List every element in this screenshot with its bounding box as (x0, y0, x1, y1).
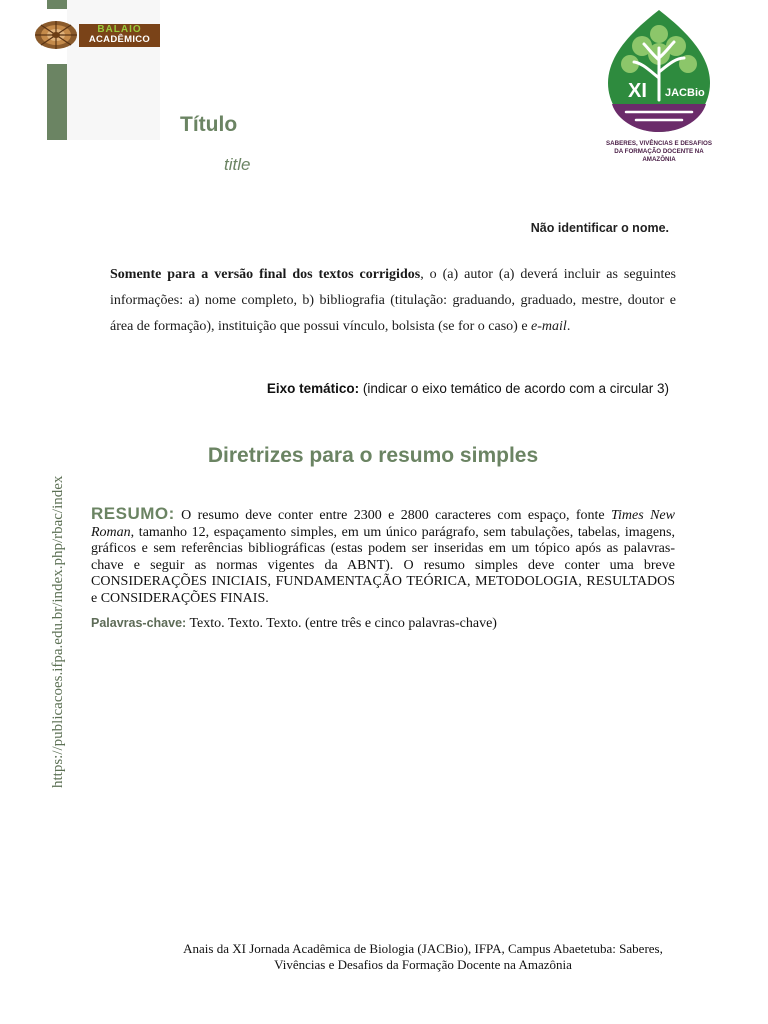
balaio-wordmark (79, 24, 160, 47)
document-subtitle: title (224, 155, 251, 174)
author-info-text: , o (a) autor (a) deverá incluir as seguintes informações: a) nome completo, b) bibliografia (titulação: graduando, graduado, mestre, doutor e área de formação), instituição que possui vínculo, bolsista (se for o caso) e (110, 267, 676, 334)
decorative-bar (47, 64, 67, 140)
journal-url-vertical: https://publicacoes.ifpa.edu.br/index.php/rbac/index (50, 475, 66, 788)
abstract-text-rest: , tamanho 12, espaçamento simples, em um único parágrafo, sem tabulações, tabelas, imagens, gráficos e sem referências bibliográficas (estas podem ser inseridas em um tópico após as palavras-chave e seguir as normas vigentes da ABNT). O resumo simples deve conter uma breve CONSIDERAÇÕES INICIAIS, FUNDAMENTAÇÃO TEÓRICA, METODOLOGIA, RESULTADOS e CONSIDERAÇÕES FINAIS. (91, 524, 675, 606)
jacbio-logo (598, 8, 720, 163)
footer-line2: Vivências e Desafios da Formação Docente na Amazônia (274, 957, 572, 972)
decorative-bar-top (47, 0, 67, 9)
abstract-paragraph (91, 506, 675, 608)
jacbio-tagline (598, 140, 720, 164)
author-info-lead: Somente para a versão final dos textos corrigidos (110, 267, 421, 282)
jacbio-edition: XI (628, 80, 647, 102)
section-heading: Diretrizes para o resumo simples (207, 444, 539, 467)
author-info-email-term: e-mail (531, 319, 567, 334)
author-info-paragraph (110, 262, 676, 340)
thematic-axis-label: Eixo temático: (266, 381, 360, 396)
document-title: Título (180, 113, 238, 136)
page-footer (140, 941, 706, 973)
basket-emblem-icon (33, 18, 79, 52)
balaio-academico-logo (33, 16, 161, 54)
jacbio-tagline-line2: DA FORMAÇÃO DOCENTE NA AMAZÔNIA (614, 148, 704, 163)
balaio-logo-line2: ACADÊMICO (88, 34, 151, 45)
author-info-end: . (566, 319, 571, 334)
footer-line1: Anais da XI Jornada Acadêmica de Biologia (JACBio), IFPA, Campus Abaetetuba: Saberes, (183, 941, 663, 956)
abstract-font-name: Times New Roman (91, 508, 675, 540)
keywords-label: Palavras-chave: (91, 616, 187, 630)
keywords-text: Texto. Texto. Texto. (entre três e cinco palavras-chave) (186, 616, 497, 631)
jacbio-name: JACBio (665, 87, 705, 99)
thematic-axis-text: (indicar o eixo temático de acordo com a circular 3) (359, 381, 669, 396)
tree-emblem-icon (602, 8, 716, 136)
thematic-axis-line (200, 381, 669, 396)
jacbio-tagline-line1: SABERES, VIVÊNCIAS E DESAFIOS (606, 140, 712, 147)
abstract-text-start: O resumo deve conter entre 2300 e 2800 caracteres com espaço, fonte (174, 508, 612, 523)
keywords-line (91, 616, 675, 632)
abstract-label: RESUMO: (91, 504, 175, 523)
author-note: Não identificar o nome. (530, 221, 669, 235)
balaio-logo-line1: BALAIO (97, 24, 142, 35)
